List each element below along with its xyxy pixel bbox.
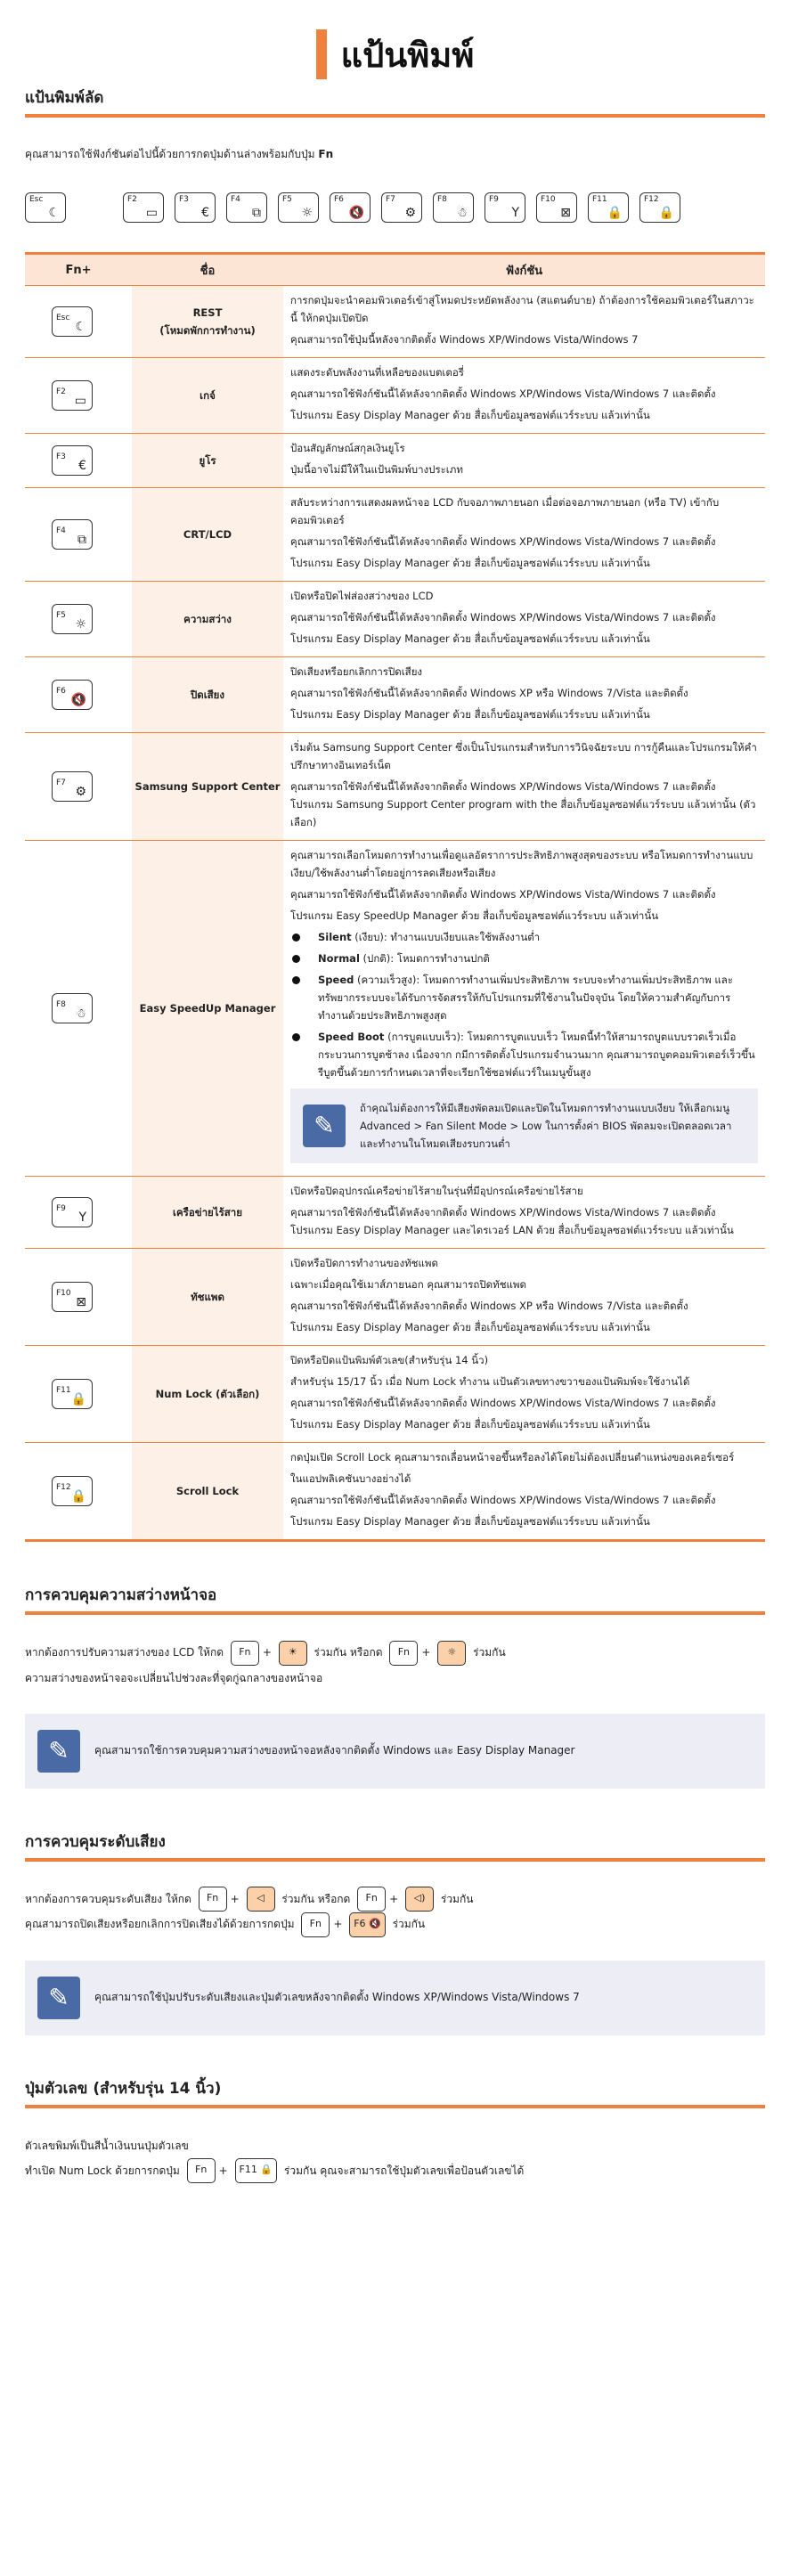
fn-key-icon: Fn (199, 1887, 227, 1912)
key-label: F10 (541, 195, 556, 204)
function-text: คุณสามารถใช้ฟังก์ชันนี้ได้หลังจากติดตั้ง Windows XP หรือ Windows 7/Vista และติดตั้ง (290, 1300, 688, 1312)
fn-f7-key-icon (52, 771, 93, 802)
key-label: F8 (437, 195, 447, 204)
function-text: เปิดหรือปิดอุปกรณ์เครือข่ายไร้สายในรุ่นที่มีอุปกรณ์เครือข่ายไร้สาย (290, 1185, 583, 1197)
function-text: คุณสามารถใช้ปุ่มนี้หลังจากติดตั้ง Windows XP/Windows Vista/Windows 7 (290, 333, 639, 346)
function-text: ป้อนสัญลักษณ์สกุลเงินยูโร (290, 442, 405, 454)
table-row (25, 841, 765, 1177)
num-lock-key-icon: F11 🔒 (235, 2158, 278, 2183)
key-symbol-icon: ☼ (75, 617, 86, 632)
key-label: F6 (334, 195, 344, 204)
key-cell (25, 1177, 132, 1249)
fn-key-icon: Fn (389, 1641, 418, 1666)
fn-f11-key-icon (52, 1379, 93, 1409)
table-row (25, 657, 765, 733)
fn-f10-key-icon (52, 1282, 93, 1312)
hotkey-f8-icon (433, 192, 474, 223)
key-label: F6 (56, 687, 66, 696)
bullet-icon (292, 1033, 300, 1041)
fan-note: ✎ ถ้าคุณไม่ต้องการให้มีเสียงพัดลมเปิดและปิดในโหมดการทำงานแบบเงียบ ให้เลือกเมนู Advanced > Fan Silent Mode > Low ในการตั้งค่า BIOS พัดลมจะเปิดตลอดเวลาและทำงานในโหมดเสียงรบกวนต่ำ (290, 1088, 758, 1163)
key-label: F4 (231, 195, 240, 204)
key-label: F10 (56, 1289, 71, 1298)
key-name-cell: ความสว่าง (132, 582, 283, 657)
key-cell (25, 841, 132, 1177)
key-symbol-icon: ▭ (74, 394, 86, 408)
function-text: โปรแกรม Easy Display Manager ด้วย สื่อเก็บข้อมูลซอฟต์แวร์ระบบ แล้วเท่านั้น (290, 1418, 650, 1431)
fn-key-icon: Fn (187, 2158, 216, 2183)
function-text: คุณสามารถใช้ฟังก์ชันนี้ได้หลังจากติดตั้ง Windows XP/Windows Vista/Windows 7 และติดตั้งโปรแกรม Easy Display Manager และไดรเวอร์ LAN ด้วย สื่อเก็บข้อมูลซอฟต์แวร์ระบบ แล้วเท่านั้น (290, 1206, 734, 1236)
fn-f4-key-icon (52, 519, 93, 550)
key-label: F8 (56, 1000, 66, 1009)
mode-bullet: Normal (ปกติ): โหมดการทำงานปกติ (292, 950, 758, 967)
fn-f6-key-icon (52, 680, 93, 710)
key-name-cell: ยูโร (132, 434, 283, 488)
key-label: F7 (386, 195, 395, 204)
key-symbol-icon: ⧉ (77, 533, 86, 547)
key-symbol-icon: ☃ (456, 206, 468, 220)
key-symbol-icon: € (78, 459, 86, 473)
function-text: แสดงระดับพลังงานที่เหลือของแบตเตอรี่ (290, 366, 464, 379)
fn-key-table (25, 252, 765, 1542)
function-text: สลับระหว่างการแสดงผลหน้าจอ LCD กับจอภาพภายนอก เมื่อต่อจอภาพภายนอก (หรือ TV) เข้ากับคอมพิวเตอร์ (290, 496, 720, 526)
key-function-cell (283, 434, 765, 488)
fn-f12-key-icon (52, 1476, 93, 1506)
key-symbol-icon: 🔒 (658, 206, 674, 220)
fn-key-icon: Fn (357, 1887, 386, 1912)
key-label: F12 (644, 195, 659, 204)
function-text: เปิดหรือปิดการทำงานของทัชแพด (290, 1257, 438, 1269)
function-text: ในแอปพลิเคชันบางอย่างได้ (290, 1472, 411, 1485)
hotkey-f9-icon (485, 192, 525, 223)
key-symbol-icon: 🔒 (70, 1489, 86, 1504)
function-text: คุณสามารถใช้ฟังก์ชันนี้ได้หลังจากติดตั้ง Windows XP/Windows Vista/Windows 7 และติดตั้ง (290, 888, 716, 901)
function-text: การกดปุ่มจะนำคอมพิวเตอร์เข้าสู่โหมดประหยัดพลังงาน (สแตนด์บาย) ถ้าต้องการใช้คอมพิวเตอร์ในสภาวะนี้ ให้กดปุ่มเปิดปิด (290, 294, 754, 324)
volume-note: ✎ คุณสามารถใช้ปุ่มปรับระดับเสียงและปุ่มตัวเลขหลังจากติดตั้ง Windows XP/Windows Vista/Windows 7 (25, 1961, 765, 2035)
function-text: คุณสามารถใช้ฟังก์ชันนี้ได้หลังจากติดตั้ง Windows XP หรือ Windows 7/Vista และติดตั้ง (290, 687, 688, 699)
key-cell (25, 1346, 132, 1443)
function-text: ปุ่มนี้อาจไม่มีให้ในแป้นพิมพ์บางประเภท (290, 463, 463, 476)
hotkey-f3-icon (175, 192, 216, 223)
key-label: F11 (592, 195, 607, 204)
hotkey-f7-icon (381, 192, 422, 223)
key-cell (25, 582, 132, 657)
key-cell (25, 286, 132, 358)
brightness-up-key-icon: ☀ (279, 1641, 307, 1666)
mute-key-icon: F6 🔇 (349, 1912, 386, 1937)
brightness-note: ✎ คุณสามารถใช้การควบคุมความสว่างของหน้าจอหลังจากติดตั้ง Windows และ Easy Display Manager (25, 1714, 765, 1789)
table-row (25, 1249, 765, 1346)
key-name-cell: เกจ์ (132, 358, 283, 434)
key-symbol-icon: 🔒 (607, 206, 623, 220)
fn-f8-key-icon (52, 993, 93, 1023)
key-label: Esc (29, 195, 44, 204)
key-symbol-icon: Y (511, 206, 519, 220)
key-symbol-icon: € (201, 206, 209, 220)
key-label: F3 (179, 195, 189, 204)
function-text: เปิดหรือปิดไฟส่องสว่างของ LCD (290, 590, 434, 602)
key-label: F9 (56, 1204, 66, 1213)
function-text: คุณสามารถใช้ฟังก์ชันนี้ได้หลังจากติดตั้ง Windows XP/Windows Vista/Windows 7 และติดตั้ง (290, 535, 716, 548)
key-name-cell: REST (โหมดพักการทำงาน) (132, 286, 283, 358)
hotkey-f5-icon (278, 192, 319, 223)
bullet-icon (292, 933, 300, 942)
pencil-icon: ✎ (303, 1105, 346, 1147)
key-name-cell: CRT/LCD (132, 488, 283, 582)
key-label: F3 (56, 452, 66, 461)
mode-bullet: Speed Boot (การบูตแบบเร็ว): โหมดการบูตแบบเร็ว โหมดนี้ทำให้สามารถบูตแบบรวดเร็วเมื่อกระบวนการบูตช้าลง เนื่องจาก กมีการติดตั้งโปรแกรมจำนวนมาก คุณสามารถบูตคอมพิวเตอร์เร็วขึ้น รีบูตขึ้นด้วยการกำหนดเวลาที่จะเรียกใช้ซอฟต์แวร์ในเมนูขั้นสูง (292, 1028, 758, 1081)
function-text: คุณสามารถใช้ฟังก์ชันนี้ได้หลังจากติดตั้ง Windows XP/Windows Vista/Windows 7 และติดตั้ง โปรแกรม Samsung Support Center program with the สื่อเก็บข้อมูลซอฟต์แวร์ระบบ แล้วเท่านั้น (ตัวเลือก) (290, 780, 756, 828)
key-function-cell (283, 1443, 765, 1541)
fn-key-icon: Fn (301, 1912, 330, 1937)
key-label: F9 (489, 195, 499, 204)
key-symbol-icon: ☃ (75, 1007, 86, 1021)
key-symbol-icon: 🔒 (70, 1392, 86, 1406)
function-text: กดปุ่มเปิด Scroll Lock คุณสามารถเลื่อนหน้าจอขึ้นหรือลงได้โดยไม่ต้องเปลี่ยนตำแหน่งของเคอร์เซอร์ (290, 1451, 735, 1463)
volume-down-key-icon: ◁ (247, 1887, 275, 1912)
function-text: โปรแกรม Easy Display Manager ด้วย สื่อเก็บข้อมูลซอฟต์แวร์ระบบ แล้วเท่านั้น (290, 1321, 650, 1333)
key-function-cell (283, 841, 765, 1177)
key-label: F12 (56, 1483, 71, 1492)
key-label: F2 (56, 387, 66, 396)
volume-up-key-icon: ◁) (405, 1887, 434, 1912)
fn-f9-key-icon (52, 1197, 93, 1227)
function-text: โปรแกรม Easy Display Manager ด้วย สื่อเก็บข้อมูลซอฟต์แวร์ระบบ แล้วเท่านั้น (290, 1515, 650, 1528)
mode-bullet: Speed (ความเร็วสูง): โหมดการทำงานเพิ่มประสิทธิภาพ ระบบจะทำงานเพิ่มประสิทธิภาพ และทรัพยากรระบบจะได้รับการจัดสรรให้กับโปรแกรมที่ใช้งานในปัจจุบัน โดยให้ความสำคัญกับการทำงานด้วยประสิทธิภาพสูงสุด (292, 971, 758, 1024)
hotkey-f11-icon (588, 192, 629, 223)
key-symbol-icon: ☾ (75, 320, 86, 334)
function-text: คุณสามารถใช้ฟังก์ชันนี้ได้หลังจากติดตั้ง Windows XP/Windows Vista/Windows 7 และติดตั้ง (290, 1397, 716, 1409)
table-row (25, 1177, 765, 1249)
table-row (25, 1443, 765, 1541)
pencil-icon: ✎ (37, 1977, 80, 2019)
col-key-header: Fn+ (25, 254, 132, 286)
key-function-cell (283, 286, 765, 358)
key-name-cell: ทัชแพด (132, 1249, 283, 1346)
key-symbol-icon: ⚙ (404, 206, 416, 220)
fn-f2-key-icon (52, 380, 93, 411)
table-row (25, 358, 765, 434)
title-area (25, 0, 765, 86)
function-text: โปรแกรม Easy SpeedUp Manager ด้วย สื่อเก็บข้อมูลซอฟต์แวร์ระบบ แล้วเท่านั้น (290, 909, 659, 922)
key-function-cell (283, 1346, 765, 1443)
key-function-cell (283, 488, 765, 582)
hotkey-esc-icon (25, 192, 66, 223)
function-text: คุณสามารถใช้ฟังก์ชันนี้ได้หลังจากติดตั้ง Windows XP/Windows Vista/Windows 7 และติดตั้ง (290, 387, 716, 400)
key-symbol-icon: 🔇 (70, 693, 86, 707)
key-label: F5 (56, 611, 66, 620)
fn-f3-key-icon (52, 445, 93, 476)
key-cell (25, 1249, 132, 1346)
key-name-cell: Scroll Lock (132, 1443, 283, 1541)
key-symbol-icon: ⊠ (560, 206, 571, 220)
hotkey-f6-icon (330, 192, 371, 223)
hotkeys-heading: แป้นพิมพ์ลัด (25, 86, 765, 118)
hotkey-f10-icon (536, 192, 577, 223)
numpad-instructions: ตัวเลขพิมพ์เป็นสีน้ำเงินบนปุ่มตัวเลข ทำเปิด Num Lock ด้วยการกดปุ่ม Fn + F11 🔒 ร่วมกัน คุณจะสามารถใช้ปุ่มตัวเลขเพื่อป้อนตัวเลขได้ (25, 2133, 765, 2184)
table-row (25, 582, 765, 657)
key-symbol-icon: 🔇 (348, 206, 364, 220)
key-function-cell (283, 358, 765, 434)
function-text: โปรแกรม Easy Display Manager ด้วย สื่อเก็บข้อมูลซอฟต์แวร์ระบบ แล้วเท่านั้น (290, 632, 650, 645)
key-cell (25, 488, 132, 582)
key-label: F11 (56, 1386, 71, 1395)
col-name-header: ชื่อ (132, 254, 283, 286)
key-function-cell (283, 733, 765, 841)
table-row (25, 1346, 765, 1443)
numpad-heading: ปุ่มตัวเลข (สำหรับรุ่น 14 นิ้ว) (25, 2076, 765, 2108)
key-function-cell (283, 582, 765, 657)
hotkey-f2-icon (123, 192, 164, 223)
function-text: โปรแกรม Easy Display Manager ด้วย สื่อเก็บข้อมูลซอฟต์แวร์ระบบ แล้วเท่านั้น (290, 409, 650, 421)
table-row (25, 488, 765, 582)
key-label: F7 (56, 779, 66, 787)
function-text: ปิดเสียงหรือยกเลิกการปิดเสียง (290, 665, 423, 678)
function-text: เฉพาะเมื่อคุณใช้เมาส์ภายนอก คุณสามารถปิดทัชแพด (290, 1278, 526, 1291)
table-row (25, 286, 765, 358)
hotkey-f12-icon (639, 192, 680, 223)
volume-instructions: หากต้องการควบคุมระดับเสียง ให้กด Fn + ◁ ร่วมกัน หรือกด Fn + ◁) ร่วมกัน คุณสามารถปิดเสียงหรือยกเลิกการปิดเสียงได้ด้วยการกดปุ่ม Fn + F6 🔇 ร่วมกัน (25, 1887, 765, 1937)
key-name-cell: เครือข่ายไร้สาย (132, 1177, 283, 1249)
key-cell (25, 733, 132, 841)
hotkey-row (25, 190, 765, 225)
key-function-cell (283, 657, 765, 733)
key-label: F5 (282, 195, 292, 204)
brightness-instructions: หากต้องการปรับความสว่างของ LCD ให้กด Fn + ☀ ร่วมกัน หรือกด Fn + ☼ ร่วมกัน ความสว่างของหน้าจอจะเปลี่ยนไปช่วงละที่จุดกู่ฉกลางของหน้าจอ (25, 1640, 765, 1691)
key-name-cell: Samsung Support Center (132, 733, 283, 841)
function-text: สำหรับรุ่น 15/17 นิ้ว เมื่อ Num Lock ทำงาน แป้นตัวเลขทางขวาของแป้นพิมพ์จะใช้งานได้ (290, 1375, 690, 1388)
key-symbol-icon: ⊠ (76, 1295, 86, 1309)
key-symbol-icon: ⚙ (75, 785, 86, 799)
function-text: คุณสามารถใช้ฟังก์ชันนี้ได้หลังจากติดตั้ง Windows XP/Windows Vista/Windows 7 และติดตั้ง (290, 611, 716, 624)
key-label: F4 (56, 526, 66, 535)
key-name-cell: Num Lock (ตัวเลือก) (132, 1346, 283, 1443)
table-row (25, 434, 765, 488)
key-symbol-icon: ⧉ (252, 206, 261, 220)
key-function-cell (283, 1177, 765, 1249)
volume-heading: การควบคุมระดับเสียง (25, 1830, 765, 1862)
key-name-cell: Easy SpeedUp Manager (132, 841, 283, 1177)
key-label: F2 (127, 195, 137, 204)
bullet-icon (292, 955, 300, 963)
function-text: คุณสามารถใช้ฟังก์ชันนี้ได้หลังจากติดตั้ง Windows XP/Windows Vista/Windows 7 และติดตั้ง (290, 1494, 716, 1506)
function-text: เริ่มต้น Samsung Support Center ซึ่งเป็นโปรแกรมสำหรับการวินิจฉัยระบบ การกู้คืนและโปรแกรมให้คำปรึกษาทางอินเทอร์เน็ต (290, 741, 757, 771)
key-function-cell (283, 1249, 765, 1346)
bullet-icon (292, 976, 300, 984)
hotkey-f4-icon (226, 192, 267, 223)
fn-key-icon: Fn (231, 1641, 259, 1666)
key-cell (25, 358, 132, 434)
function-text: คุณสามารถเลือกโหมดการทำงานเพื่อดูแลอัตราการประสิทธิภาพสูงสุดของระบบ หรือโหมดการทำงานแบบเงียบ/ใช้พลังงานต่ำโดยอยู่การลดเสียงหรือเสียง (290, 849, 753, 879)
brightness-down-key-icon: ☼ (437, 1641, 466, 1666)
key-cell (25, 1443, 132, 1541)
function-text: โปรแกรม Easy Display Manager ด้วย สื่อเก็บข้อมูลซอฟต์แวร์ระบบ แล้วเท่านั้น (290, 708, 650, 721)
col-function-header: ฟังก์ชัน (283, 254, 765, 286)
key-label: Esc (56, 314, 70, 322)
brightness-heading: การควบคุมความสว่างหน้าจอ (25, 1583, 765, 1615)
hotkeys-intro: คุณสามารถใช้ฟังก์ชันต่อไปนี้ด้วยการกดปุ่มด้านล่างพร้อมกับปุ่ม Fn (25, 148, 334, 160)
key-symbol-icon: ☾ (48, 206, 60, 220)
function-text: ปิดหรือปิดแป้นพิมพ์ตัวเลข(สำหรับรุ่น 14 นิ้ว) (290, 1354, 489, 1366)
function-text: โปรแกรม Easy Display Manager ด้วย สื่อเก็บข้อมูลซอฟต์แวร์ระบบ แล้วเท่านั้น (290, 557, 650, 569)
fn-esc-key-icon (52, 306, 93, 337)
key-symbol-icon: ▭ (145, 206, 158, 220)
pencil-icon: ✎ (37, 1730, 80, 1773)
key-cell (25, 657, 132, 733)
page-title: แป้นพิมพ์ (340, 35, 475, 75)
key-symbol-icon: ☼ (301, 206, 313, 220)
key-name-cell: ปิดเสียง (132, 657, 283, 733)
fn-f5-key-icon (52, 604, 93, 634)
title-accent-bar (316, 29, 327, 79)
mode-bullet: Silent (เงียบ): ทำงานแบบเงียบและใช้พลังงานต่ำ (292, 928, 758, 946)
table-row (25, 733, 765, 841)
key-symbol-icon: Y (78, 1211, 86, 1225)
key-cell (25, 434, 132, 488)
